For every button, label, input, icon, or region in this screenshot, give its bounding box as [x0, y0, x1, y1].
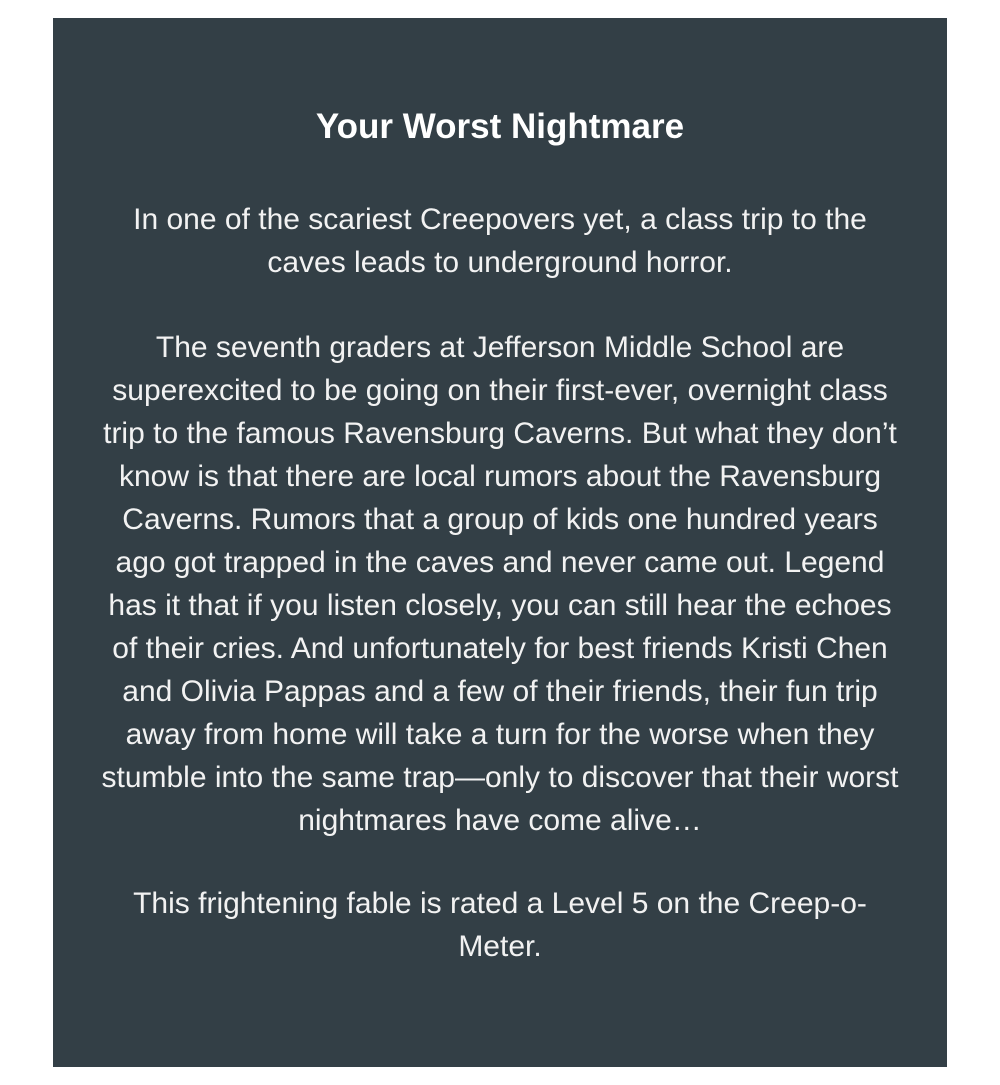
blurb-paragraph: The seventh graders at Jefferson Middle School are superexcited to be going on their first-ever, overnight class trip to the famous Ravensburg Caverns. But what they don’t know is that there are local rumors about the Ravensburg Caverns. Rumors that a group of kids one hundred years ago got trapped in the caves and never came out. Legend has it that if you listen closely, you can still hear the echoes of their cries. And unfortunately for best friends Kristi Chen and Olivia Pappas and a few of their friends, their fun trip away from home will take a turn for the worse when they stumble into the same trap—only to discover that their worst nightmares have come alive…: [101, 331, 899, 837]
rating-paragraph: This frightening fable is rated a Level 5 on the Creep-o-Meter.: [133, 887, 867, 963]
tagline-paragraph: In one of the scariest Creepovers yet, a class trip to the caves leads to underground horror.: [133, 203, 867, 279]
book-description-panel: [53, 18, 947, 1067]
book-title: Your Worst Nightmare: [315, 107, 685, 146]
